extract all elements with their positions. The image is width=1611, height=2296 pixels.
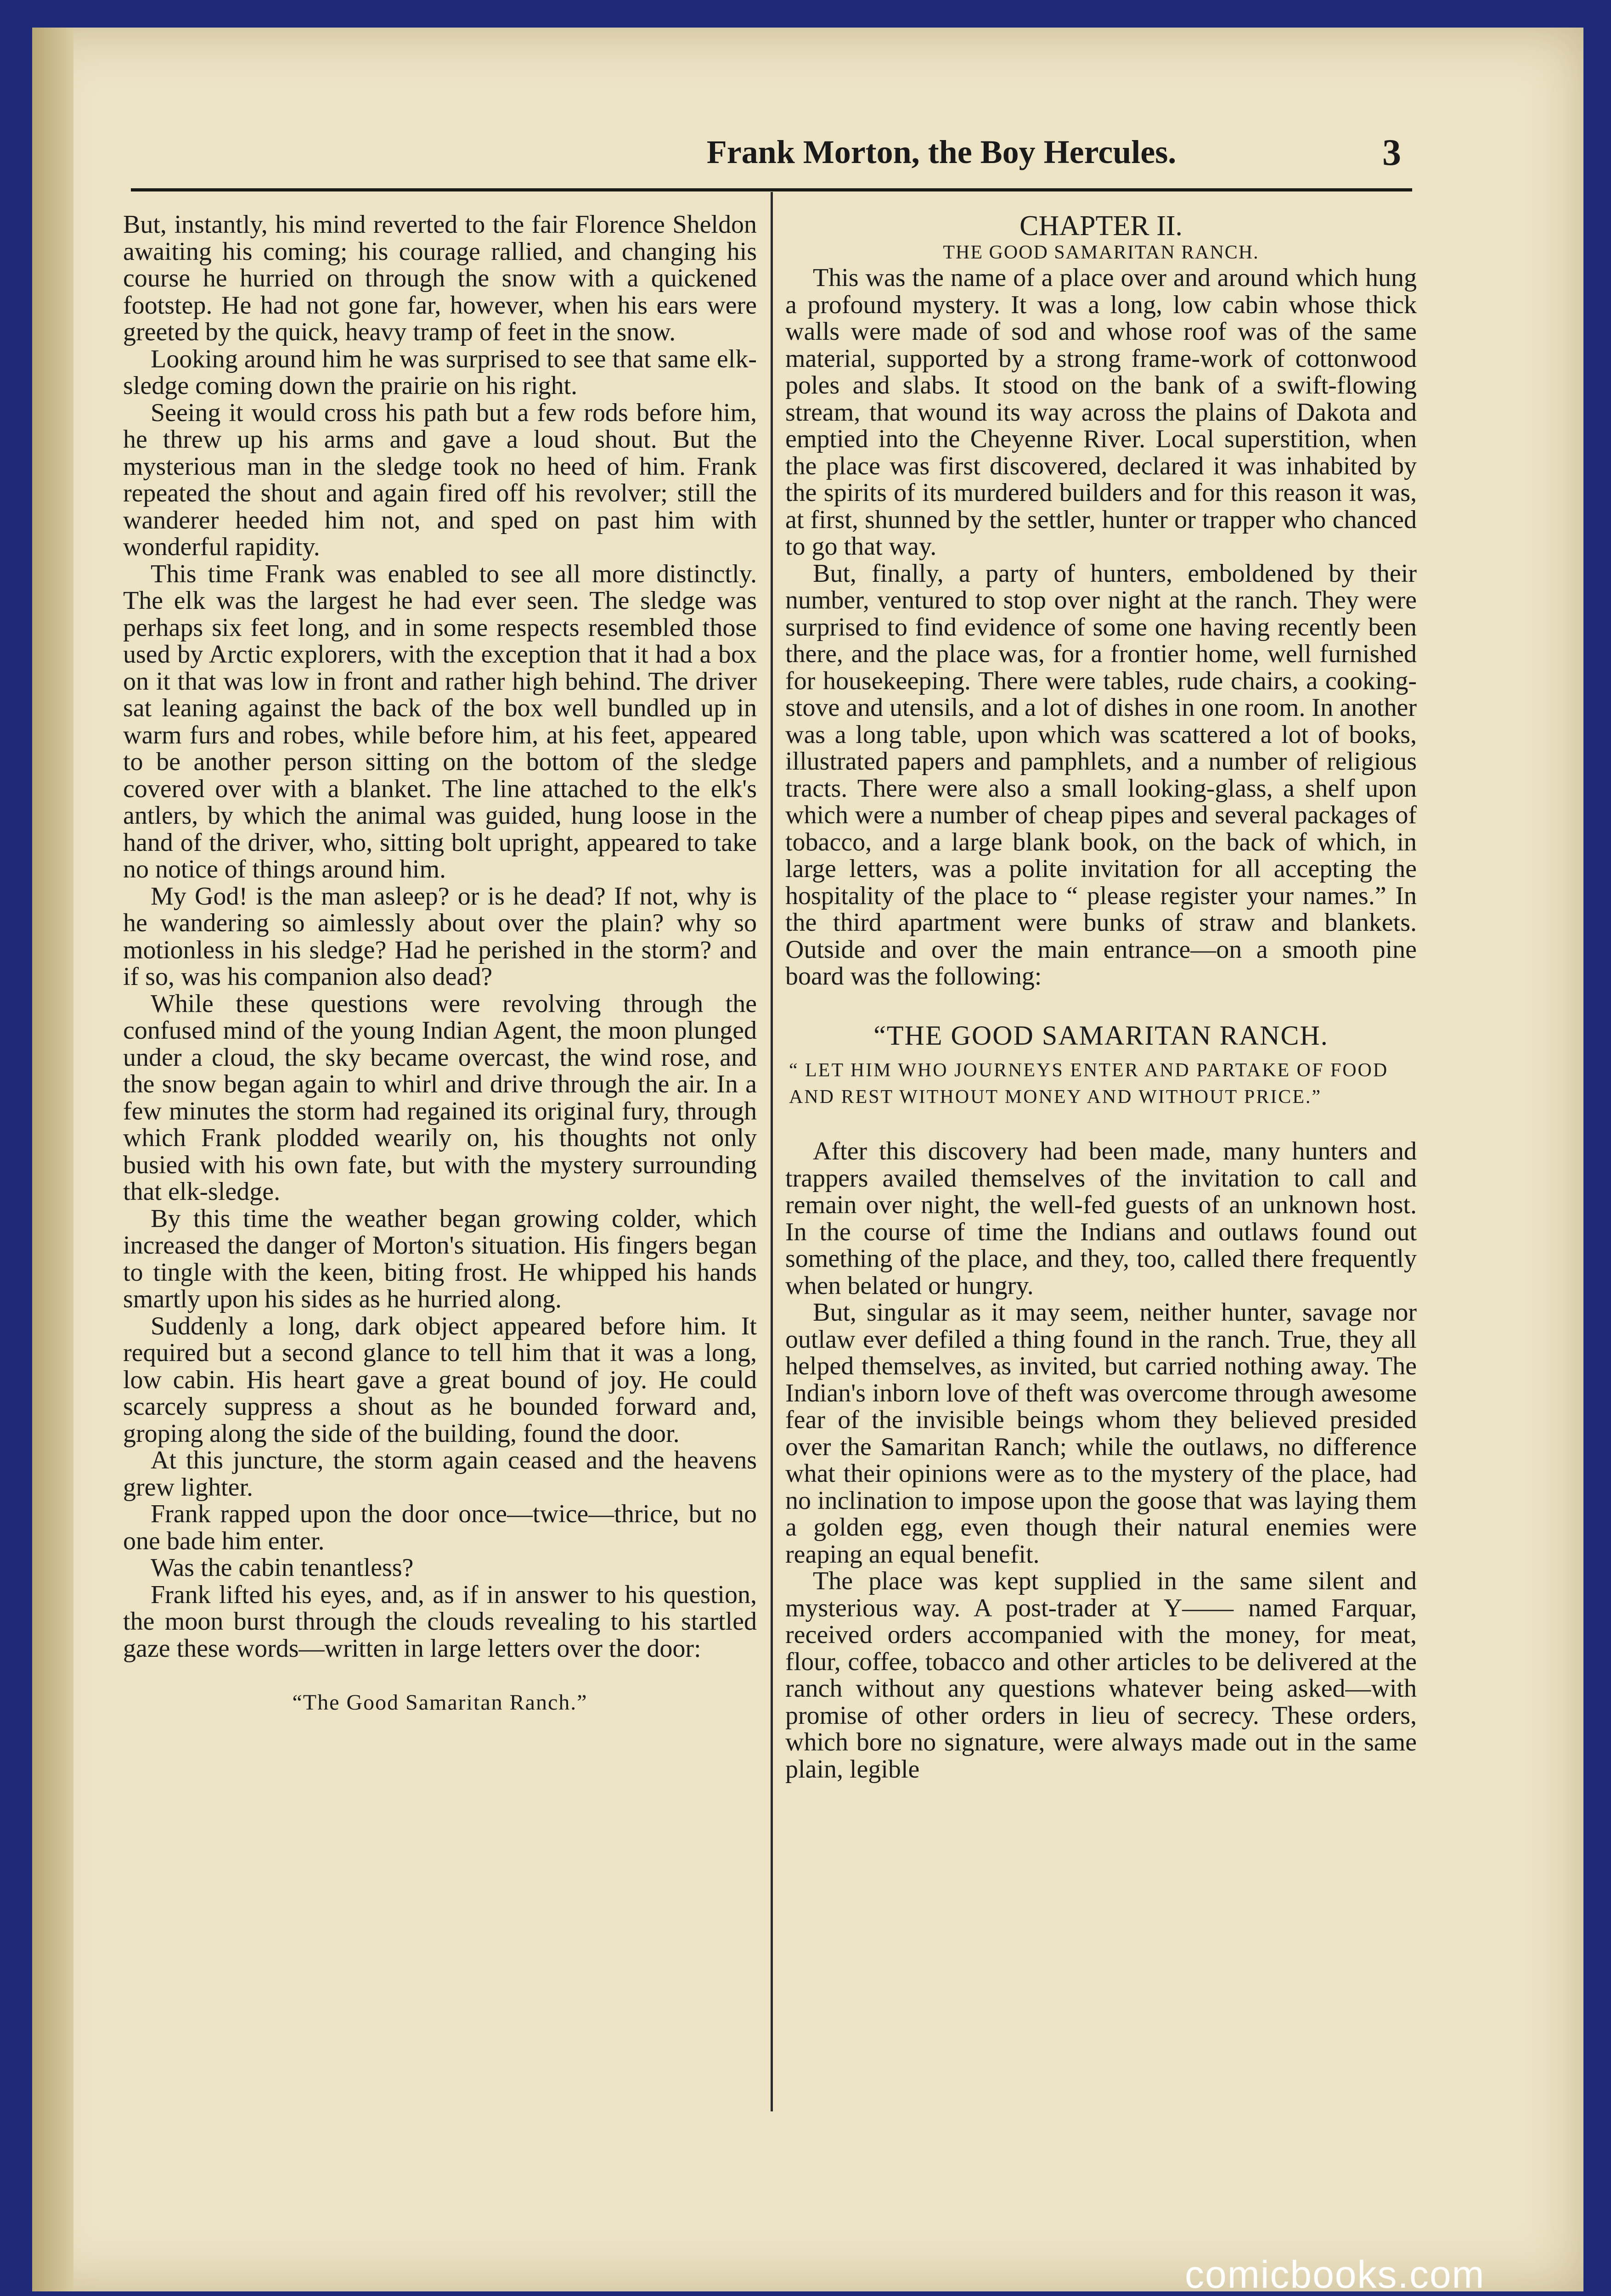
sign-title: “THE GOOD SAMARITAN RANCH. [873,1020,1329,1051]
page-spine-shadow [32,28,73,2291]
paragraph: But, finally, a party of hunters, emboldened by their number, ventured to stop over night at the ranch. They were surprised to find evidence of some one having recently been there, and the place was, for a frontier home, well furnished for housekeeping. There were tables, rude chairs, a cooking-stove and utensils, and a lot of dishes in one room. In another was a long table, upon which was scattered a lot of books, illustrated papers and pamphlets, and a number of religious tracts. There were also a small looking-glass, a shelf upon which were a number of cheap pipes and several packages of tobacco, and a large blank book, on the back of which, in large letters, was a polite invitation for all accepting the hospitality of the place to “ please register your names.” In the third apartment were bunks of straw and blankets. Outside and over the main entrance—on a smooth pine board was the following: [785,559,1417,990]
paragraph: This time Frank was enabled to see all more distinctly. The elk was the largest he had ever seen. The sledge was perhaps six feet long, and in some respects resembled those used by Arctic explorers, with the exception that it had a box on it that was low in front and rather high behind. The driver sat leaning against the back of the box well bundled up in warm furs and robes, while before him, at his feet, appeared to be another person sitting on the bottom of the sledge covered over with a blanket. The line attached to the elk's antlers, by which the animal was guided, hung loose in the hand of the driver, who, sitting bolt upright, appeared to take no notice of things around him. [123,559,757,884]
paragraph: Frank rapped upon the door once—twice—thrice, but no one bade him enter. [123,1500,757,1555]
running-header: Frank Morton, the Boy Hercules. [706,134,1177,170]
left-column [123,211,757,1716]
paragraph: The place was kept supplied in the same silent and mysterious way. A post-trader at Y—— named Farquar, received orders accompanied with the money, for meat, flour, coffee, tobacco and other articles to be delivered at the ranch without any questions whatever being asked—with promise of other orders in lieu of secrecy. These orders, which bore no signature, were always made out in the same plain, legible [785,1567,1417,1784]
paragraph: This was the name of a place over and around which hung a profound mystery. It was a long, low cabin whose thick walls were made of sod and whose roof was of the same material, supported by a strong frame-work of cottonwood poles and slabs. It stood on the bank of a swift-flowing stream, that wound its way across the plains of Dakota and emptied into the Cheyenne River. Local superstition, when the place was first discovered, declared it was inhabited by the spirits of its murdered builders and for this reason it was, at first, shunned by the settler, hunter or trapper who chanced to go that way. [785,264,1417,561]
paragraph: While these questions were revolving through the confused mind of the young Indian Agent, the moon plunged under a cloud, the sky became overcast, the wind rose, and the snow began again to whirl and drive through the air. In a few minutes the storm had regained its original fury, through which Frank plodded wearily on, his thoughts not only busied with his own fate, but with the mystery surrounding that elk-sledge. [123,989,757,1206]
paragraph: But, singular as it may seem, neither hunter, savage nor outlaw ever defiled a thing found in the ranch. True, they all helped themselves, as invited, but carried nothing away. The Indian's inborn love of theft was overcome through awesome fear of the invisible beings whom they believed presided over the Samaritan Ranch; while the outlaws, no difference what their opinions were as to the mystery of the place, had no inclination to impose upon the goose that was laying them a golden egg, even though their natural enemies were reaping an equal benefit. [785,1298,1417,1569]
paragraph: Seeing it would cross his path but a few rods before him, he threw up his arms and gave a loud shout. But the mysterious man in the sledge took no heed of him. Frank repeated the shout and again fired off his revolver; still the wanderer heeded him not, and sped on past him with wonderful rapidity. [123,398,757,561]
right-column [785,211,1417,1783]
paragraph: Frank lifted his eyes, and, as if in answer to his question, the moon burst through the clouds revealing to his startled gaze these words—written in large letters over the door: [123,1580,757,1663]
header-rule [131,188,1412,191]
paragraph: My God! is the man asleep? or is he dead? If not, why is he wandering so aimlessly about over the plain? why so motionless in his sledge? Had he perished in the storm? and if so, was his companion also dead? [123,882,757,991]
paragraph: By this time the weather began growing colder, which increased the danger of Morton's situation. His fingers began to tingle with the keen, biting frost. He whipped his hands smartly upon his sides as he hurried along. [123,1204,757,1313]
sign-body: “ LET HIM WHO JOURNEYS ENTER AND PARTAKE OF FOOD AND REST WITHOUT MONEY AND WITHOUT PRICE.” [789,1060,1389,1108]
paragraph: But, instantly, his mind reverted to the fair Florence Sheldon awaiting his coming; his courage rallied, and changing his course he hurried on through the snow with a quickened footstep. He had not gone far, however, when his ears were greeted by the quick, heavy tramp of feet in the snow. [123,210,757,346]
chapter-subtitle: THE GOOD SAMARITAN RANCH. [943,242,1259,263]
watermark-logo: comicbooks.com [1185,2253,1485,2296]
paragraph: Was the cabin tenantless? [151,1553,414,1582]
paragraph: Suddenly a long, dark object appeared before him. It required but a second glance to tell him that it was a long, low cabin. His heart gave a great bound of joy. He could scarcely suppress a shout as he bounded forward and, groping along the side of the building, found the door. [123,1311,757,1448]
page-number: 3 [1382,131,1401,173]
chapter-heading: CHAPTER II. [1020,210,1183,242]
paragraph: At this juncture, the storm again ceased and the heavens grew lighter. [123,1446,757,1502]
column-divider [771,192,773,2111]
sign-quote: “The Good Samaritan Ranch.” [292,1690,588,1715]
paragraph: Looking around him he was surprised to see that same elk-sledge coming down the prairie on his right. [123,344,757,400]
paragraph: After this discovery had been made, many hunters and trappers availed themselves of the invitation to call and remain over night, the well-fed guests of an unknown host. In the course of time the Indians and outlaws found out something of the place, and they, too, called there frequently when belated or hungry. [785,1137,1417,1300]
